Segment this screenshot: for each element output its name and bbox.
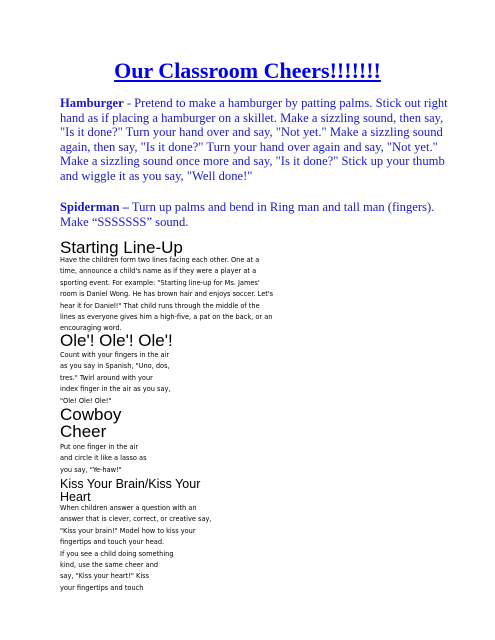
kiss-line: If you see a child doing something: [60, 549, 174, 558]
cowboy-line: and circle it like a lasso as: [60, 454, 147, 463]
starting-lineup-line: time, announce a child's name as if they were a player at a: [60, 267, 257, 276]
ole-line: "Ole! Ole! Ole!": [60, 396, 112, 405]
cowboy-line: Put one finger in the air: [60, 443, 139, 451]
ole-line: Count with your fingers in the air: [60, 351, 170, 359]
cowboy-text: [60, 442, 280, 476]
cowboy-heading-line-1: Cowboy: [60, 405, 122, 424]
hamburger-line-6: and wiggle it as you say, "Well done!": [60, 168, 253, 183]
starting-lineup-line: hear it for Daniel!" That child runs through the middle of the: [60, 301, 260, 310]
spiderman-line-1: Spiderman – Turn up palms and bend in Ring man and tall man (fingers).: [60, 200, 435, 214]
starting-lineup-line: sporting event. For example: "Starting line-up for Ms. James': [60, 278, 260, 287]
spiderman-cheer: [60, 200, 440, 229]
starting-lineup-line: Have the children form two lines facing each other. One at a: [60, 256, 260, 264]
hamburger-line-2: hand as if placing a hamburger on a skillet. Make a sizzling sound, then say,: [60, 110, 444, 125]
hamburger-line-4: again, then say, "Is it done?" Turn your hand over again and say, "Not yet.": [60, 139, 438, 154]
kiss-line: "Kiss your brain!" Model how to kiss your: [60, 526, 196, 535]
kiss-line: answer that is clever, correct, or creative say,: [60, 515, 212, 524]
ole-text: [60, 350, 280, 407]
kiss-line: When children answer a question with an: [60, 504, 197, 512]
hamburger-cheer: [60, 96, 448, 184]
kiss-line: your fingertips and touch: [60, 583, 144, 592]
starting-lineup-line: room is Daniel Wong. He has brown hair and enjoys soccer. Let's: [60, 290, 274, 299]
kiss-heading-line-1: Kiss Your Brain/Kiss Your: [60, 477, 201, 491]
kiss-text: [60, 503, 280, 594]
cowboy-heading-line-2: Cheer: [60, 422, 107, 441]
starting-lineup-text: [60, 255, 280, 335]
hamburger-line-1: Hamburger - Pretend to make a hamburger by patting palms. Stick out right: [60, 96, 448, 110]
spiderman-line-2: Make “SSSSSSS” sound.: [60, 214, 189, 229]
ole-line: index finger in the air as you say,: [60, 385, 171, 394]
spiderman-name: Spiderman –: [60, 200, 129, 214]
kiss-line: say, "Kiss your heart!" Kiss: [60, 572, 150, 581]
ole-line: as you say in Spanish, "Uno, dos,: [60, 362, 170, 371]
kiss-line: fingertips and touch your head.: [60, 538, 165, 547]
hamburger-line-3: "Is it done?" Turn your hand over and say, "Not yet." Make a sizzling sound: [60, 125, 443, 140]
hamburger-name: Hamburger: [60, 96, 124, 110]
cowboy-line: you say, "Ye-haw!": [60, 465, 122, 474]
hamburger-line-5: Make a sizzling sound once more and say, "Is it done?" Stick up your thumb: [60, 154, 445, 169]
starting-lineup-line: encouraging word.: [60, 324, 122, 333]
starting-lineup-line: lines as everyone gives him a high-five, a pat on the back, or an: [60, 313, 273, 322]
page-title[interactable]: Our Classroom Cheers!!!!!!!: [114, 58, 381, 83]
ole-line: tres." Twirl around with your: [60, 373, 153, 382]
starting-lineup-heading: Starting Line-Up: [60, 238, 183, 257]
kiss-line: kind, use the same cheer and: [60, 561, 159, 570]
kiss-heading-line-2: Heart: [60, 490, 91, 504]
ole-heading: Ole'! Ole'! Ole'!: [60, 331, 173, 350]
